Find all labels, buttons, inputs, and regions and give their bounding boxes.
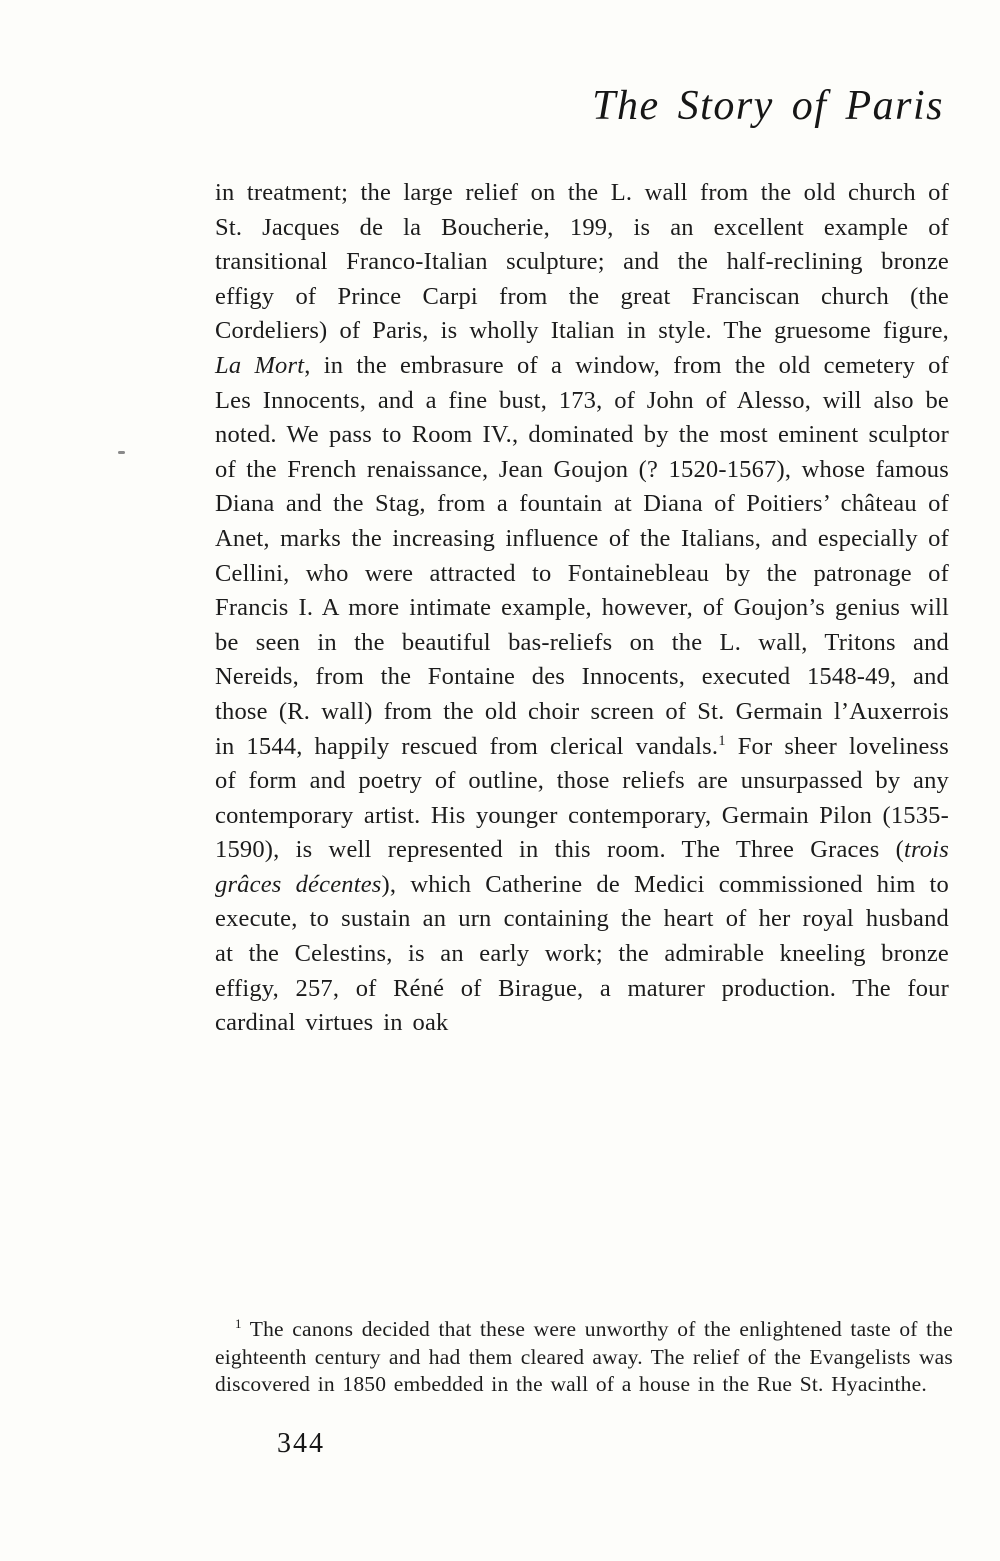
footnote-marker: 1 bbox=[235, 1316, 242, 1331]
text-segment: , in the embrasure of a window, from the old cemetery of Les Innocents, and a fine bust, 173, of John of Alesso, will also be noted. We pass to Room IV., dominated by the most eminent sculptor of the French renaissance, Jean Goujon (? 1520-1567), whose famous Diana and the Stag, from a fountain at Diana of Poitiers’ château of Anet, marks the increasing influence of the Italians, and especially of Cellini, who were attracted to Fontainebleau by the patronage of Francis I. A more intimate example, however, of Goujon’s genius will be seen in the beautiful bas-reliefs on the L. wall, Tritons and Nereids, from the Fontaine des Innocents, executed 1548-49, and those (R. wall) from the old choir screen of St. Germain l’Auxerrois in 1544, happily rescued from clerical vandals. bbox=[215, 351, 949, 760]
footnote-text: The canons decided that these were unworthy of the enlightened taste of the eighteenth century and had them cleared away. The relief of the Evangelists was discovered in 1850 embedded in the wall of a house in the Rue St. Hyacinthe. bbox=[215, 1317, 953, 1397]
body-text bbox=[215, 176, 949, 1041]
margin-mark bbox=[118, 451, 125, 454]
text-segment: ), which Catherine de Medici commissioned him to execute, to sustain an urn containing the heart of her royal husband at the Celestins, is an early work; the admirable kneeling bronze effigy, 257, of Réné of Birague, a maturer production. The four cardinal virtues in oak bbox=[215, 870, 949, 1037]
text-segment: in treatment; the large relief on the L. wall from the old church of St. Jacques de la Boucherie, 199, is an excellent example of transitional Franco-Italian sculpture; and the half-reclining bronze effigy of Prince Carpi from the great Franciscan church (the Cordeliers) of Paris, is wholly Italian in style. The gruesome figure, bbox=[215, 179, 949, 345]
running-head bbox=[592, 82, 944, 130]
book-title: The Story of Paris bbox=[592, 83, 944, 129]
text-segment-italic: La Mort bbox=[215, 351, 305, 379]
page-number: 344 bbox=[277, 1428, 325, 1459]
footnote bbox=[215, 1316, 953, 1399]
footnote-reference: 1 bbox=[718, 732, 726, 749]
text-segment-italic: trois grâces décentes bbox=[215, 836, 949, 898]
text-segment: For sheer loveliness of form and poetry of outline, those reliefs are unsurpassed by any contemporary artist. His younger contemporary, Germain Pilon (1535-1590), is well represented in this room. The Three Graces ( bbox=[215, 732, 949, 864]
